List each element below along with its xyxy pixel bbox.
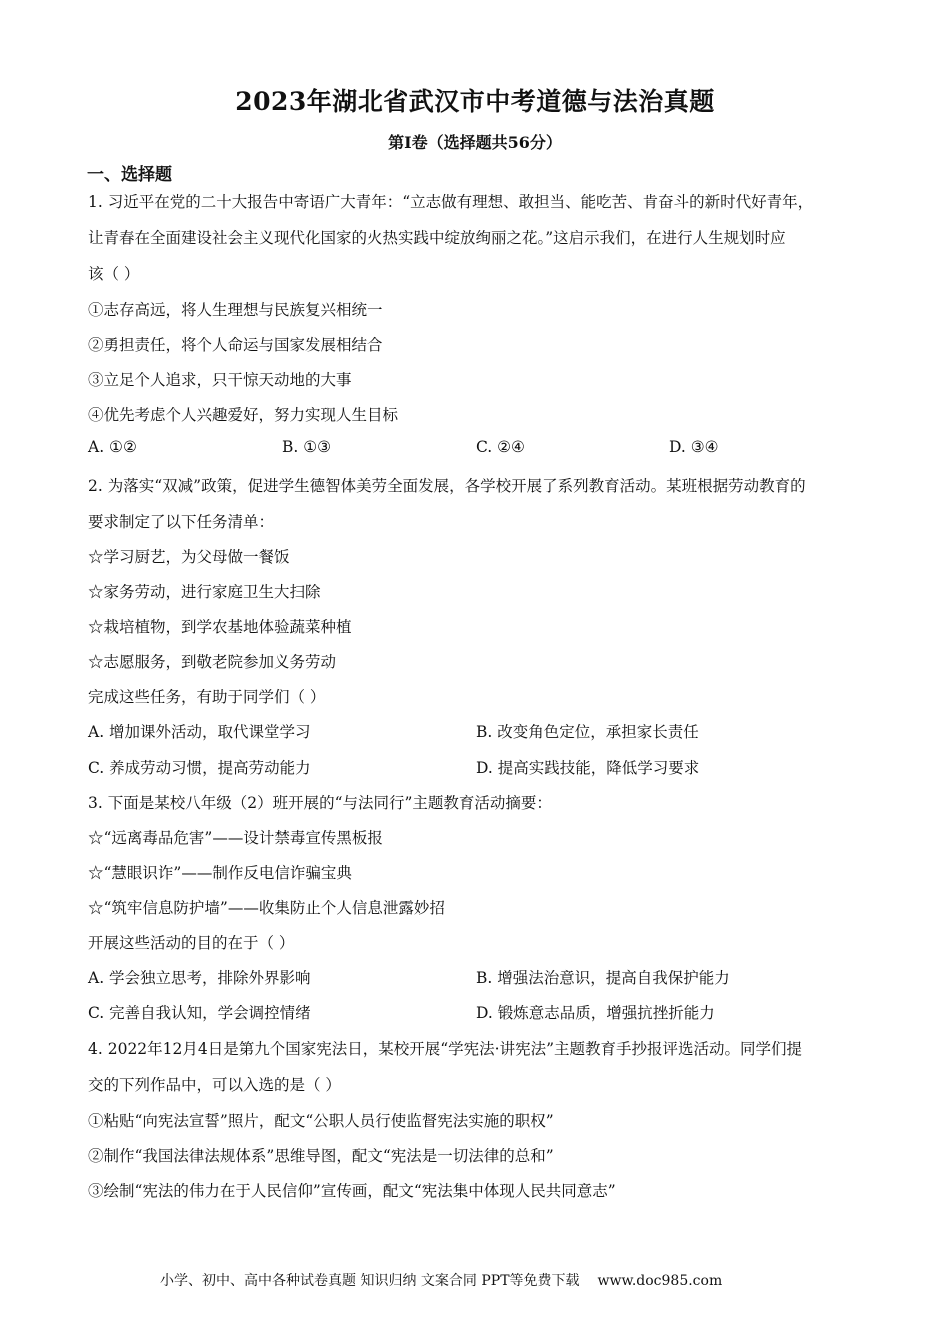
q2-item: ☆栽培植物，到学农基地体验蔬菜种植 <box>88 618 352 636</box>
page-title: 2023年湖北省武汉市中考道德与法治真题 <box>235 87 715 116</box>
q3-item: 开展这些活动的目的在于（ ） <box>88 934 295 952</box>
q1-item: ①志存高远，将人生理想与民族复兴相统一 <box>88 301 383 319</box>
footer-text: 小学、初中、高中各种试卷真题 知识归纳 文案合同 PPT等免费下载 <box>160 1273 580 1289</box>
q4-stem-line: 交的下列作品中，可以入选的是（ ） <box>88 1076 341 1094</box>
q1-item: ②勇担责任，将个人命运与国家发展相结合 <box>88 336 383 354</box>
q3-option-d: D. 锻炼意志品质，增强抗挫折能力 <box>476 1004 715 1022</box>
q2-item: ☆家务劳动，进行家庭卫生大扫除 <box>88 583 321 601</box>
q1-option-a: A. ①② <box>88 438 137 456</box>
q2-option-a: A. 增加课外活动，取代课堂学习 <box>88 723 311 741</box>
q2-stem-line: 2. 为落实“双减”政策，促进学生德智体美劳全面发展，各学校开展了系列教育活动。某班根据劳动教育的 <box>88 477 806 495</box>
q3-item: ☆“慧眼识诈”——制作反电信诈骗宝典 <box>88 864 352 882</box>
q1-option-b: B. ①③ <box>282 438 332 456</box>
footer-url-link[interactable]: www.doc985.com <box>597 1273 723 1289</box>
q3-stem-line: 3. 下面是某校八年级（2）班开展的“与法同行”主题教育活动摘要： <box>88 794 552 812</box>
q4-stem-line: 4. 2022年12月4日是第九个国家宪法日，某校开展“学宪法·讲宪法”主题教育手抄报评选活动。同学们提 <box>88 1040 803 1058</box>
exam-part-heading: 第I卷（选择题共56分） <box>388 133 562 152</box>
q3-item: ☆“远离毒品危害”——设计禁毒宣传黑板报 <box>88 829 383 847</box>
q1-option-c: C. ②④ <box>476 438 525 456</box>
q1-item: ③立足个人追求，只干惊天动地的大事 <box>88 371 352 389</box>
q4-item: ①粘贴“向宪法宣誓”照片，配文“公职人员行使监督宪法实施的职权” <box>88 1112 554 1130</box>
q2-option-b: B. 改变角色定位，承担家长责任 <box>476 723 699 741</box>
q3-item: ☆“筑牢信息防护墙”——收集防止个人信息泄露妙招 <box>88 899 445 917</box>
q2-stem-line: 要求制定了以下任务清单： <box>88 513 275 531</box>
q2-option-c: C. 养成劳动习惯，提高劳动能力 <box>88 759 311 777</box>
q2-option-d: D. 提高实践技能，降低学习要求 <box>476 759 700 777</box>
q2-item: 完成这些任务，有助于同学们（ ） <box>88 688 326 706</box>
q3-option-b: B. 增强法治意识，提高自我保护能力 <box>476 969 730 987</box>
section-heading: 一、选择题 <box>87 165 172 185</box>
q1-stem-line: 让青春在全面建设社会主义现代化国家的火热实践中绽放绚丽之花。”这启示我们，在进行人生规划时应 <box>88 229 786 247</box>
q3-option-a: A. 学会独立思考，排除外界影响 <box>88 969 311 987</box>
q3-option-c: C. 完善自我认知，学会调控情绪 <box>88 1004 311 1022</box>
q2-item: ☆学习厨艺，为父母做一餐饭 <box>88 548 290 566</box>
q4-item: ③绘制“宪法的伟力在于人民信仰”宣传画，配文“宪法集中体现人民共同意志” <box>88 1182 616 1200</box>
q1-option-d: D. ③④ <box>669 438 719 456</box>
q1-item: ④优先考虑个人兴趣爱好，努力实现人生目标 <box>88 406 399 424</box>
q1-stem-line: 该（ ） <box>88 265 140 283</box>
q1-stem-line: 1. 习近平在党的二十大报告中寄语广大青年：“立志做有理想、敢担当、能吃苦、肯奋斗的新时代好青年， <box>88 193 814 211</box>
page-footer <box>160 1270 722 1290</box>
q2-item: ☆志愿服务，到敬老院参加义务劳动 <box>88 653 337 671</box>
q4-item: ②制作“我国法律法规体系”思维导图，配文“宪法是一切法律的总和” <box>88 1147 554 1165</box>
